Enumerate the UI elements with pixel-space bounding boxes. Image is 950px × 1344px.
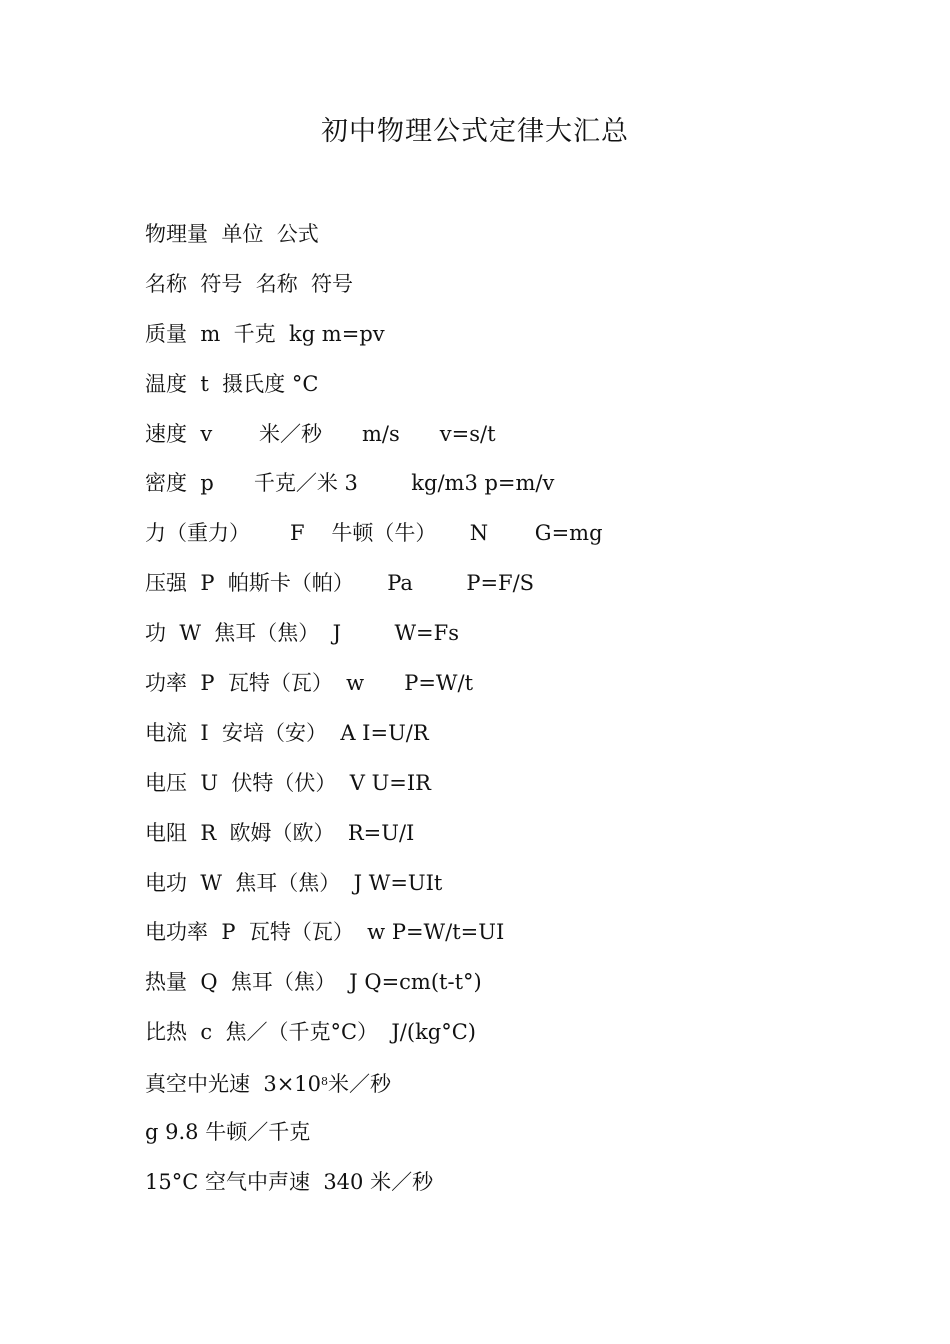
row-electric-work: 电功 W 焦耳（焦） J W=UIt: [145, 870, 443, 895]
row-mass: 质量 m 千克 kg m=pv: [145, 321, 385, 346]
row-sound-speed: 15°C 空气中声速 340 米／秒: [145, 1169, 434, 1194]
light-speed-exponent: 8: [321, 1075, 329, 1089]
document-title: 初中物理公式定律大汇总: [321, 116, 629, 147]
row-power: 功率 P 瓦特（瓦） w P=W/t: [145, 671, 474, 696]
light-speed-suffix: 米／秒: [328, 1072, 392, 1097]
light-speed-prefix: 真空中光速 3×10: [145, 1072, 322, 1097]
row-specific-heat: 比热 c 焦／（千克°C） J/(kg°C): [145, 1020, 476, 1045]
row-current: 电流 I 安培（安） A I=U/R: [145, 720, 429, 745]
row-resistance: 电阻 R 欧姆（欧） R=U/I: [145, 820, 415, 845]
row-temperature: 温度 t 摄氏度 °C: [145, 371, 319, 396]
header-row-quantity-unit-formula: 物理量 单位 公式: [145, 222, 319, 246]
row-voltage: 电压 U 伏特（伏） V U=IR: [145, 770, 431, 795]
row-work: 功 W 焦耳（焦） J W=Fs: [145, 621, 459, 646]
row-electric-power: 电功率 P 瓦特（瓦） w P=W/t=UI: [145, 920, 505, 945]
header-row-name-symbol: 名称 符号 名称 符号: [145, 271, 354, 296]
row-heat: 热量 Q 焦耳（焦） J Q=cm(t-t°): [145, 970, 482, 995]
formula-list: [145, 214, 905, 1212]
row-velocity: 速度 v 米／秒 m/s v=s/t: [145, 421, 496, 446]
row-density: 密度 p 千克／米 3 kg/m3 p=m/v: [145, 471, 555, 496]
row-pressure: 压强 P 帕斯卡（帕） Pa P=F/S: [145, 571, 535, 596]
row-light-speed: [145, 1062, 905, 1112]
row-gravity-constant: g 9.8 牛顿／千克: [145, 1120, 311, 1145]
row-force: 力（重力） F 牛顿（牛） N G=mg: [145, 521, 603, 546]
